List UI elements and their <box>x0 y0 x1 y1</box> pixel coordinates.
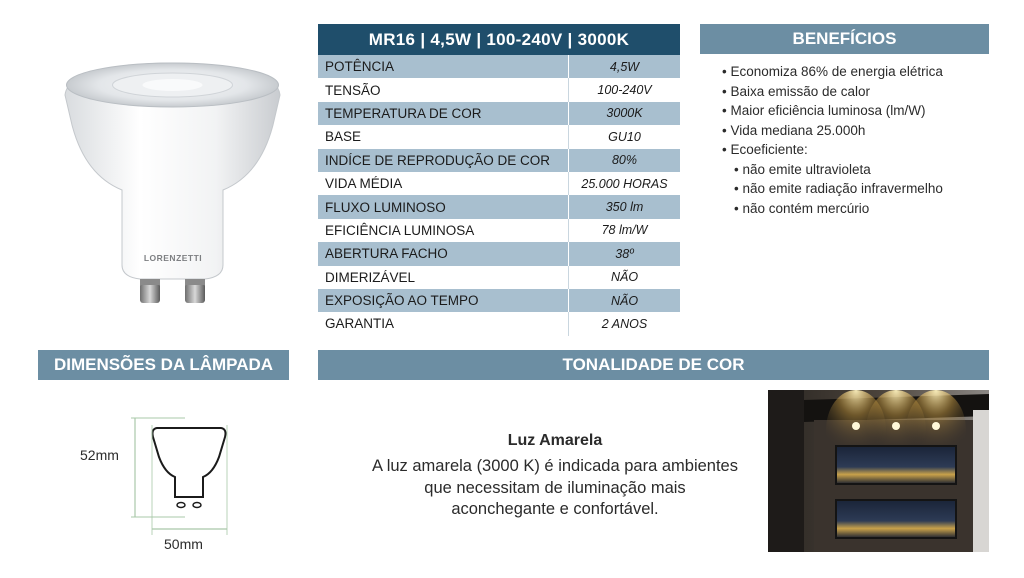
spec-value: 4,5W <box>568 55 680 78</box>
tone-description-line: A luz amarela (3000 K) é indicada para ambientes <box>372 457 738 475</box>
spec-value: 3000K <box>568 102 680 125</box>
benefit-sub-item: • não emite radiação infravermelho <box>734 181 943 196</box>
benefits-title: BENEFÍCIOS <box>700 24 989 54</box>
spec-label: ABERTURA FACHO <box>325 246 448 262</box>
benefit-item: • Vida mediana 25.000h <box>722 122 866 138</box>
spec-label: BASE <box>325 129 362 145</box>
spec-row <box>318 266 680 289</box>
spec-row <box>318 102 680 125</box>
spec-label: DIMERIZÁVEL <box>325 269 416 285</box>
spec-value: 2 ANOS <box>568 312 680 335</box>
benefit-item: • Ecoeficiente: <box>722 142 808 157</box>
brand-logo-text: LORENZETTI <box>143 253 203 263</box>
spec-label: EXPOSIÇÃO AO TEMPO <box>325 293 479 309</box>
spec-row <box>318 125 680 148</box>
spec-value: 38º <box>568 242 680 265</box>
dimensions-title: DIMENSÕES DA LÂMPADA <box>38 350 289 380</box>
spec-value: NÃO <box>568 266 680 289</box>
spec-value: 350 lm <box>568 195 680 218</box>
spec-label: EFICIÊNCIA LUMINOSA <box>325 222 475 238</box>
tone-heading: Luz Amarela <box>507 432 603 449</box>
dimension-width-label: 50mm <box>164 536 203 552</box>
spec-value: 100-240V <box>568 78 680 101</box>
lamp-image <box>55 55 290 310</box>
benefit-item: • Economiza 86% de energia elétrica <box>722 64 943 79</box>
spec-label: GARANTIA <box>325 316 395 332</box>
room-photo <box>768 390 989 552</box>
benefit-item: • Maior eficiência luminosa (lm/W) <box>722 103 926 118</box>
spec-label: TEMPERATURA DE COR <box>325 105 482 121</box>
spec-table-header: MR16 | 4,5W | 100-240V | 3000K <box>318 24 680 55</box>
benefit-sub-item: • não contém mercúrio <box>734 200 870 216</box>
benefits-list <box>722 62 1012 218</box>
spec-row <box>318 172 680 195</box>
spec-table <box>318 24 680 336</box>
spec-label: VIDA MÉDIA <box>325 176 403 192</box>
spec-value: GU10 <box>568 125 680 148</box>
spec-row <box>318 219 680 242</box>
spec-row <box>318 55 680 78</box>
spec-row <box>318 242 680 265</box>
spec-row <box>318 289 680 312</box>
spec-label: POTÊNCIA <box>325 59 395 75</box>
tone-description <box>350 456 760 521</box>
spec-label: TENSÃO <box>325 82 381 98</box>
dimension-height-label: 52mm <box>80 447 119 463</box>
spec-value: 25.000 HORAS <box>568 172 680 195</box>
spec-row <box>318 149 680 172</box>
spec-label: FLUXO LUMINOSO <box>325 199 446 215</box>
tone-description-line: aconchegante e confortável. <box>451 500 659 518</box>
spec-row <box>318 312 680 335</box>
dimension-drawing <box>75 405 255 555</box>
spec-value: 80% <box>568 149 680 172</box>
spec-label: INDÍCE DE REPRODUÇÃO DE COR <box>325 152 551 168</box>
spec-value: NÃO <box>568 289 680 312</box>
benefit-item: • Baixa emissão de calor <box>722 83 871 99</box>
spec-row <box>318 195 680 218</box>
tone-title: TONALIDADE DE COR <box>318 350 989 380</box>
tone-description-line: que necessitam de iluminação mais <box>424 478 686 497</box>
spec-row <box>318 78 680 101</box>
benefit-sub-item: • não emite ultravioleta <box>734 161 871 177</box>
spec-value: 78 lm/W <box>568 219 680 242</box>
